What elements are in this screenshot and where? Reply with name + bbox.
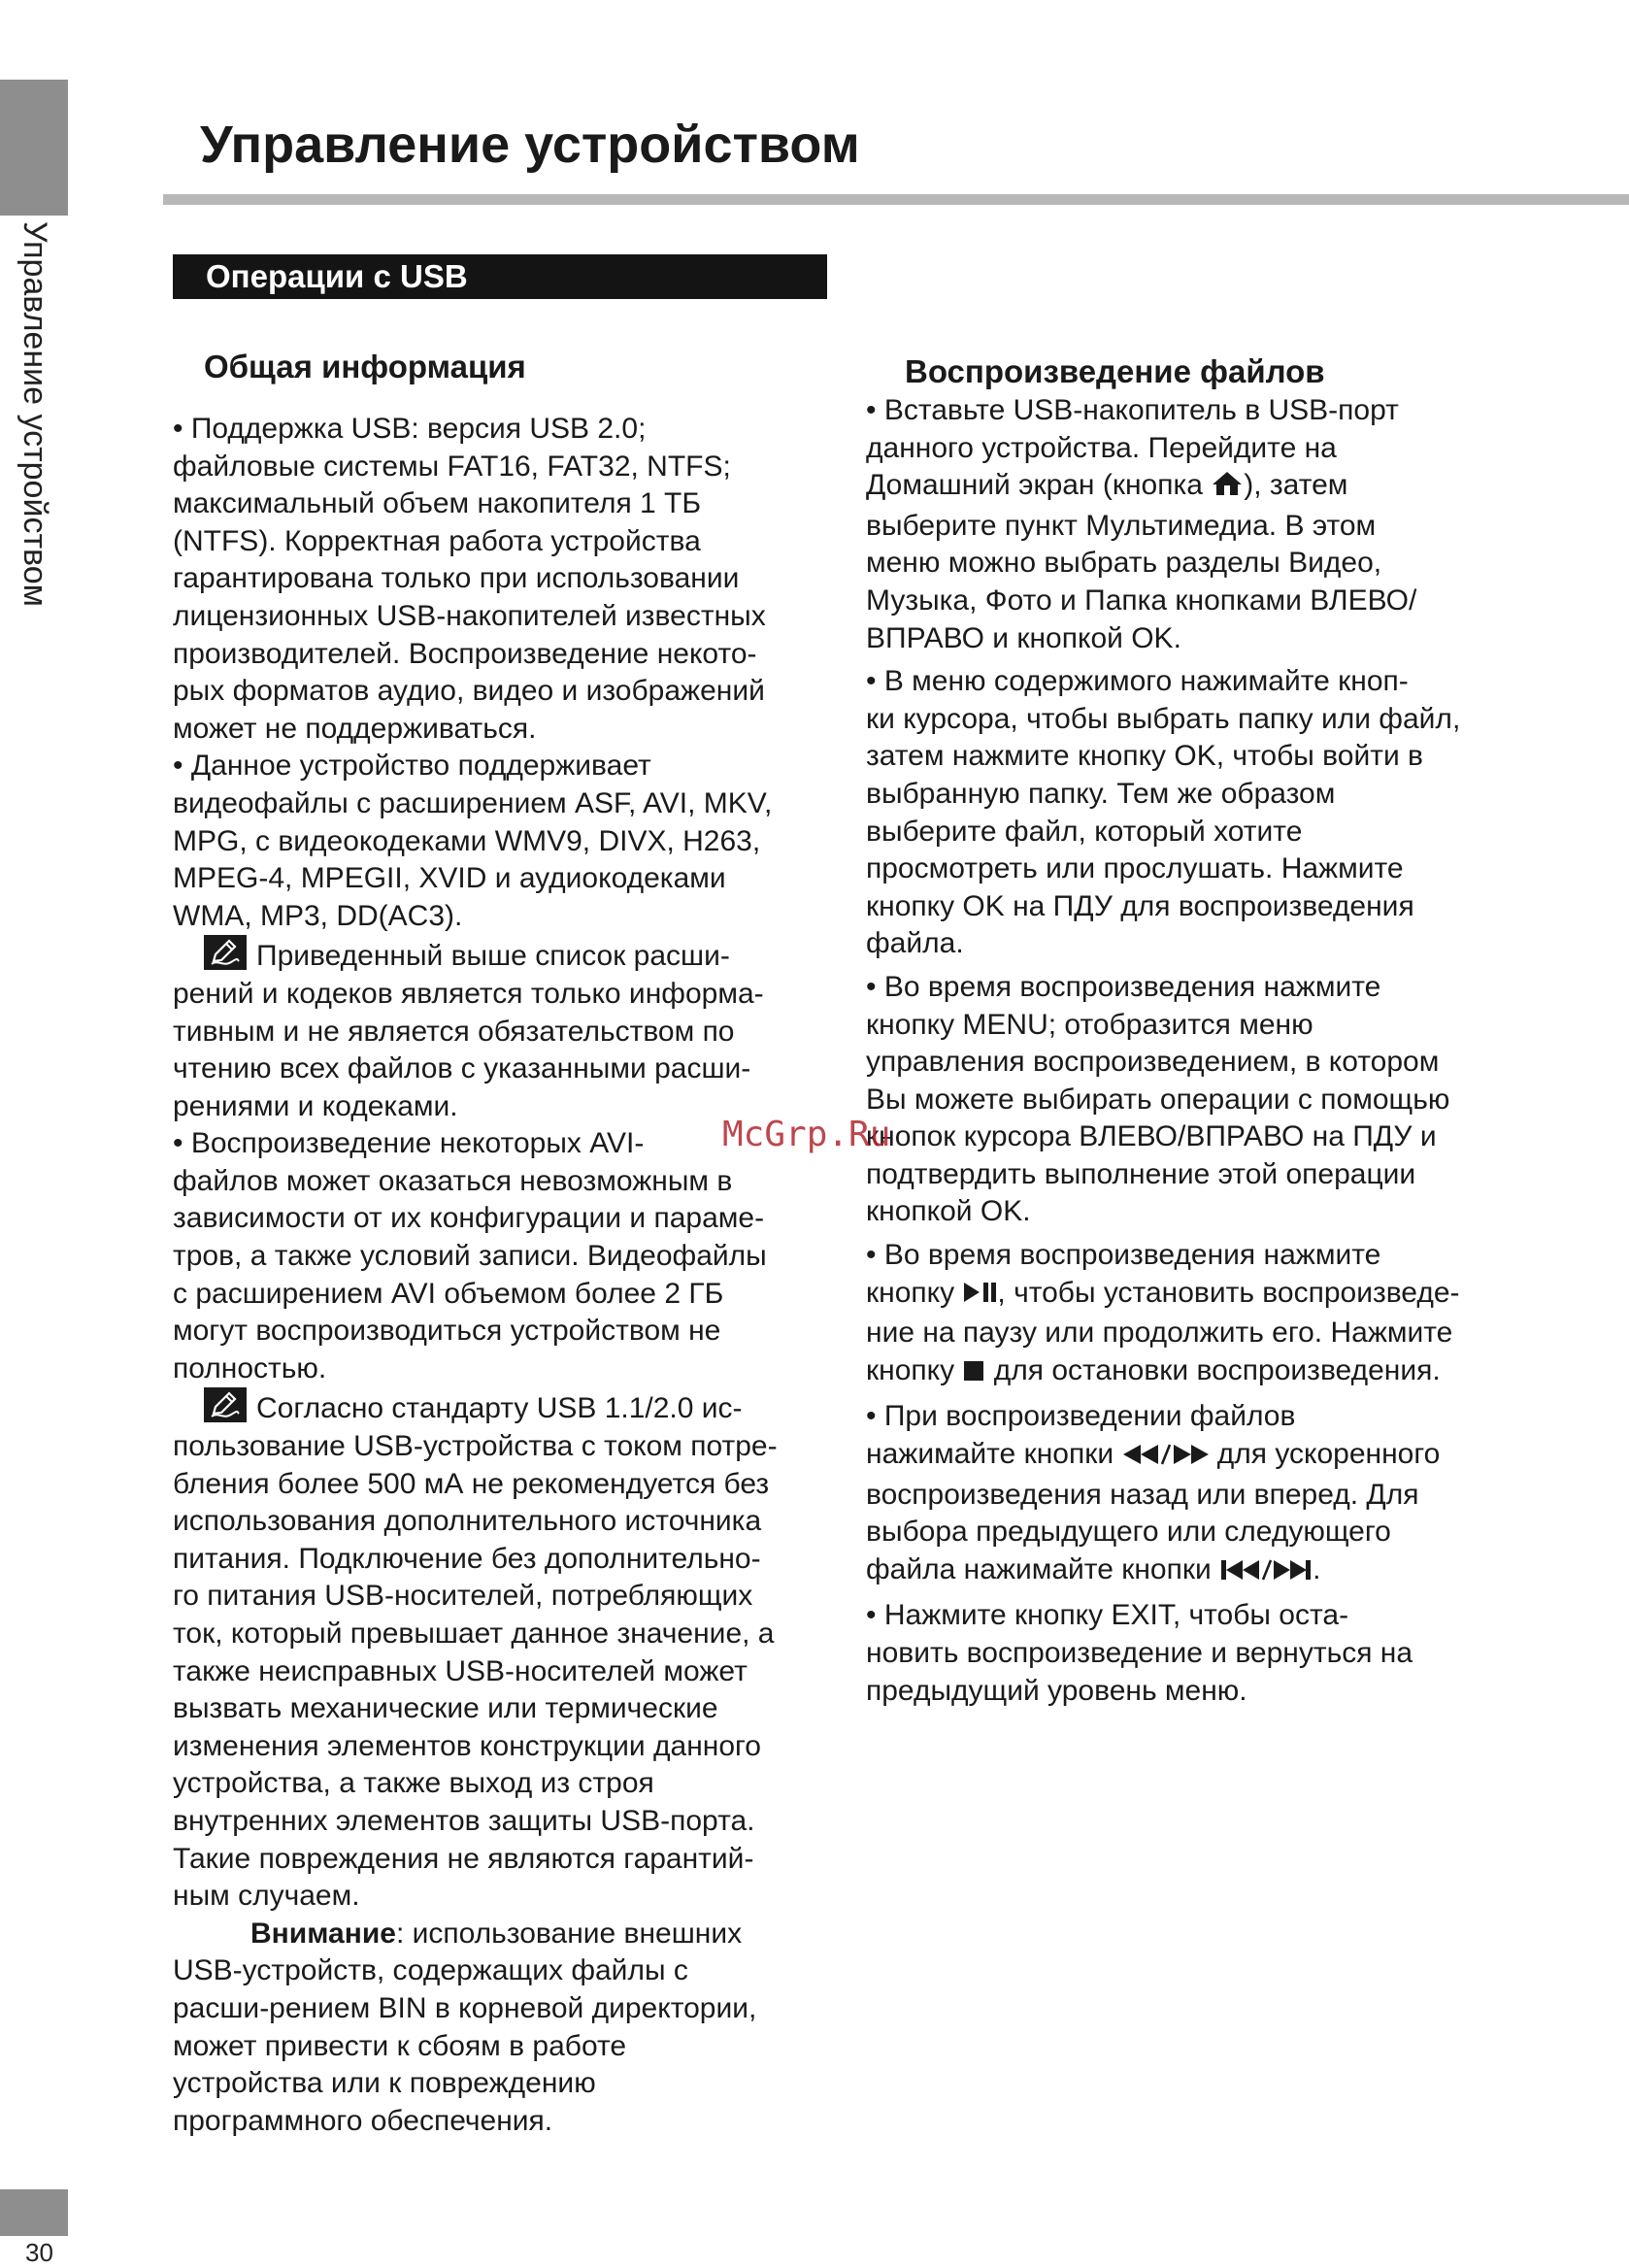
- watermark-text: McGrp.Ru: [722, 1115, 891, 1154]
- insert-usb-text-b: ), затем выберите пункт Мультимедиа. В этом меню можно выбрать разделы Видео, Музыка, Фото и Папка кнопками ВЛЕВО/ ВПРАВО и кнопкой OK.: [866, 469, 1417, 654]
- pause-text-a: • Во время воспроизведения нажмите кнопку: [866, 1239, 1381, 1309]
- playback-heading: Воспроизведение файлов: [905, 353, 1325, 389]
- play-pause-icon: [962, 1278, 997, 1316]
- codec-note-first-line: Приведенный выше список расши-: [256, 940, 730, 973]
- section-heading-bar: Операции с USB: [173, 254, 827, 299]
- title-divider: [163, 194, 1629, 205]
- formats-paragraph: • Данное устройство поддерживает видеофайлы с расширением ASF, AVI, MKV, MPG, с видеокодеками WMV9, DIVX, H263, MPEG-4, MPEGII, XVID и аудиокодеками WMA, MP3, DD(AC3).: [173, 750, 773, 932]
- warning-paragraph: [173, 1916, 843, 2141]
- note-pencil-icon: [204, 1387, 247, 1422]
- usb-support-paragraph: • Поддержка USB: версия USB 2.0; файловые системы FAT16, FAT32, NTFS; максимальный объем накопителя 1 ТБ (NTFS). Корректная работа устройства гарантирована только при использовании лицензионных USB-накопителей известных производителей. Воспроизведение некото- рых форматов аудио, видео и изображений может не поддерживаться.: [173, 413, 766, 745]
- insert-usb-paragraph: [866, 392, 1546, 657]
- pause-text-b: , чтобы установить воспроизведе- ние на паузу или продолжить его. Нажмите кнопку: [866, 1276, 1460, 1386]
- scan-text-b: для ускоренного воспроизведения назад или вперед. Для выбора предыдущего или следующего файла нажимайте кнопки: [866, 1438, 1441, 1585]
- browse-paragraph: • В меню содержимого нажимайте кноп- ки курсора, чтобы выбрать папку или файл, затем нажмите кнопку OK, чтобы войти в выбранную папку. Тем же образом выберите файл, который хотите просмотреть или прослушать. Нажмите кнопку OK на ПДУ для воспроизведения файла.: [866, 665, 1461, 960]
- power-note-first-line: Согласно стандарту USB 1.1/2.0 ис-: [256, 1392, 743, 1425]
- warning-first-line: : использование внешних: [395, 1917, 743, 1950]
- avi-paragraph: • Воспроизведение некоторых AVI- файлов может оказаться невозможным в зависимости от их конфигурации и параме- тров, а также условий записи. Видеофайлы с расширением AVI объемом более 2 ГБ могут воспроизводиться устройством не полностью.: [173, 1127, 767, 1384]
- home-icon: [1211, 470, 1244, 508]
- exit-paragraph: • Нажмите кнопку EXIT, чтобы оста- новить воспроизведение и вернуться на предыдущий уровень меню.: [866, 1599, 1413, 1707]
- insert-usb-text-a: • Вставьте USB-накопитель в USB-порт данного устройства. Перейдите на Домашний экран (кнопка: [866, 394, 1399, 502]
- stop-icon: [962, 1355, 985, 1393]
- power-note-paragraph: [173, 1387, 843, 1915]
- menu-paragraph: • Во время воспроизведения нажмите кнопку MENU; отобразится меню управления воспроизведением, в котором Вы можете выбирать операции с помощью кнопок курсора ВЛЕВО/ВПРАВО на ПДУ и подтвердить выполнение этой операции кнопкой OK.: [866, 970, 1450, 1228]
- codec-note-rest: рений и кодеков является только информа- тивным и не является обязательством по чтению всех файлов с указанными расши- рениями и кодеками.: [173, 977, 764, 1122]
- page-number: 30: [25, 2238, 53, 2267]
- side-section-label: Управление устройством: [17, 221, 53, 607]
- side-tab-marker-top: [0, 80, 68, 216]
- warning-rest: USB-устройств, содержащих файлы с расши-рением BIN в корневой директории, может привести к сбоям в работе устройства или к повреждению программного обеспечения.: [173, 1954, 757, 2137]
- scan-text-c: .: [1313, 1552, 1321, 1585]
- previous-next-icon: [1219, 1554, 1313, 1592]
- warning-label: Внимание: [250, 1917, 396, 1950]
- pause-stop-paragraph: [866, 1237, 1546, 1392]
- power-note-rest: пользование USB-устройства с током потре- бления более 500 мА не рекомендуется без использования дополнительного источника питания. Подключение без дополнительно- го питания USB-носителей, потребляющих ток, который превышает данное значение, а также неисправных USB-носителей может вызвать механические или термические изменения элементов конструкции данного устройства, а также выход из строя внутренних элементов защиты USB-порта. Такие повреждения не являются гарантий- ным случаем.: [173, 1430, 778, 1913]
- general-info-heading: Общая информация: [204, 349, 526, 384]
- scan-text-a: • При воспроизведении файлов нажимайте кнопки: [866, 1400, 1296, 1471]
- right-column: [866, 351, 1546, 1710]
- rewind-fast-forward-icon: [1121, 1439, 1209, 1477]
- left-column: [173, 347, 843, 2140]
- scan-skip-paragraph: [866, 1398, 1546, 1591]
- pause-text-c: для остановки воспроизведения.: [985, 1353, 1441, 1386]
- side-tab-marker-bottom: [0, 2189, 68, 2236]
- codec-note-paragraph: [173, 935, 843, 1125]
- note-pencil-icon: [204, 935, 247, 970]
- page-title: Управление устройством: [200, 116, 860, 174]
